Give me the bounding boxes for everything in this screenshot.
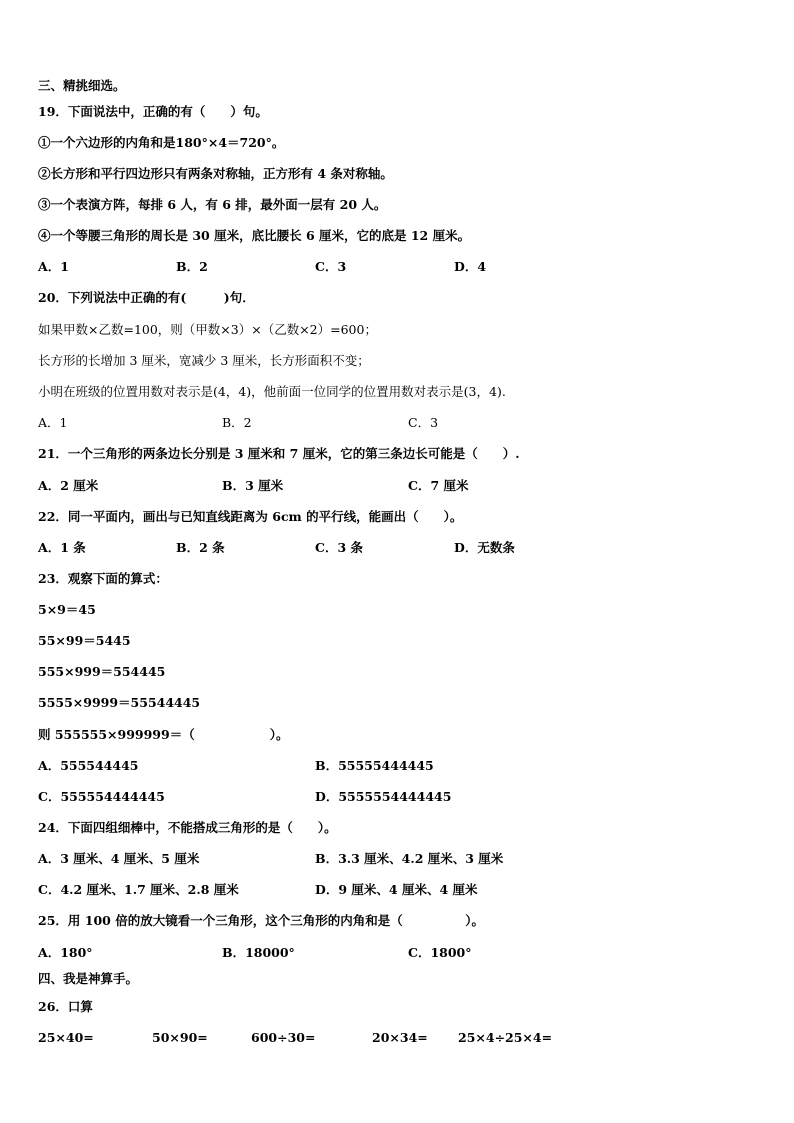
q24-option-a: A．3 厘米、4 厘米、5 厘米 [38,851,200,866]
q19-statement-1: ①一个六边形的内角和是180°×4＝720°。 [38,135,285,150]
q19-option-d: D．4 [454,259,487,274]
q19-option-a: A．1 [38,259,69,274]
q19-option-b: B．2 [176,259,208,274]
q24-option-b: B．3.3 厘米、4.2 厘米、3 厘米 [315,851,504,866]
q20-stem: 20．下列说法中正确的有( )句． [38,290,255,305]
q25-option-b: B．18000° [222,945,295,960]
q21-stem: 21．一个三角形的两条边长分别是 3 厘米和 7 厘米，它的第三条边长可能是（ ）. [38,446,520,461]
q21-option-c: C．7 厘米 [408,478,469,493]
q21-option-a: A．2 厘米 [38,478,99,493]
q23-option-d: D．5555554444445 [315,789,452,804]
q26-item-5: 25×4÷25×4= [458,1030,553,1045]
q26-item-3: 600÷30= [251,1030,316,1045]
q23-equation-2: 55×99＝5445 [38,633,131,648]
q22-option-a: A．1 条 [38,540,86,555]
q24-option-d: D．9 厘米、4 厘米、4 厘米 [315,882,478,897]
q19-statement-2: ②长方形和平行四边形只有两条对称轴，正方形有 4 条对称轴。 [38,166,393,181]
q20-option-c: C．3 [408,415,439,430]
q25-option-a: A．180° [38,945,93,960]
q20-option-b: B．2 [222,415,252,430]
q22-stem: 22．同一平面内，画出与已知直线距离为 6cm 的平行线，能画出（ ）。 [38,509,463,524]
q24-stem: 24．下面四组细棒中，不能搭成三角形的是（ ）。 [38,820,337,835]
q21-option-b: B．3 厘米 [222,478,284,493]
q25-option-c: C．1800° [408,945,472,960]
section-3-heading: 三、精挑细选。 [38,78,126,93]
q23-option-b: B．55555444445 [315,758,434,773]
q23-option-c: C．555554444445 [38,789,165,804]
q23-option-a: A．555544445 [38,758,139,773]
q20-statement-2: 长方形的长增加 3 厘米，宽减少 3 厘米，长方形面积不变； [38,353,370,368]
q20-statement-1: 如果甲数×乙数=100，则（甲数×3）×（乙数×2）=600； [38,322,377,337]
q25-stem: 25．用 100 倍的放大镜看一个三角形，这个三角形的内角和是（ ）。 [38,913,484,928]
q26-item-4: 20×34= [372,1030,428,1045]
q22-option-d: D．无数条 [454,540,515,555]
q22-option-c: C．3 条 [315,540,363,555]
q20-statement-3: 小明在班级的位置用数对表示是(4，4)，他前面一位同学的位置用数对表示是(3，4). [38,384,506,399]
q20-option-a: A．1 [38,415,68,430]
q26-item-1: 25×40= [38,1030,94,1045]
q23-equation-3: 555×999＝554445 [38,664,166,679]
q19-statement-3: ③一个表演方阵，每排 6 人，有 6 排，最外面一层有 20 人。 [38,197,387,212]
q23-equation-1: 5×9＝45 [38,602,96,617]
q19-statement-4: ④一个等腰三角形的周长是 30 厘米，底比腰长 6 厘米，它的底是 12 厘米。 [38,228,471,243]
q23-equation-4: 5555×9999＝55544445 [38,695,201,710]
q24-option-c: C．4.2 厘米、1.7 厘米、2.8 厘米 [38,882,239,897]
q19-option-c: C．3 [315,259,347,274]
q26-stem: 26．口算 [38,999,93,1014]
q22-option-b: B．2 条 [176,540,225,555]
q23-question: 则 555555×999999＝（ ）。 [38,727,289,742]
section-4-heading: 四、我是神算手。 [38,971,139,986]
q23-stem: 23．观察下面的算式： [38,571,168,586]
q26-item-2: 50×90= [152,1030,208,1045]
q19-stem: 19．下面说法中，正确的有（ ）句。 [38,104,268,119]
